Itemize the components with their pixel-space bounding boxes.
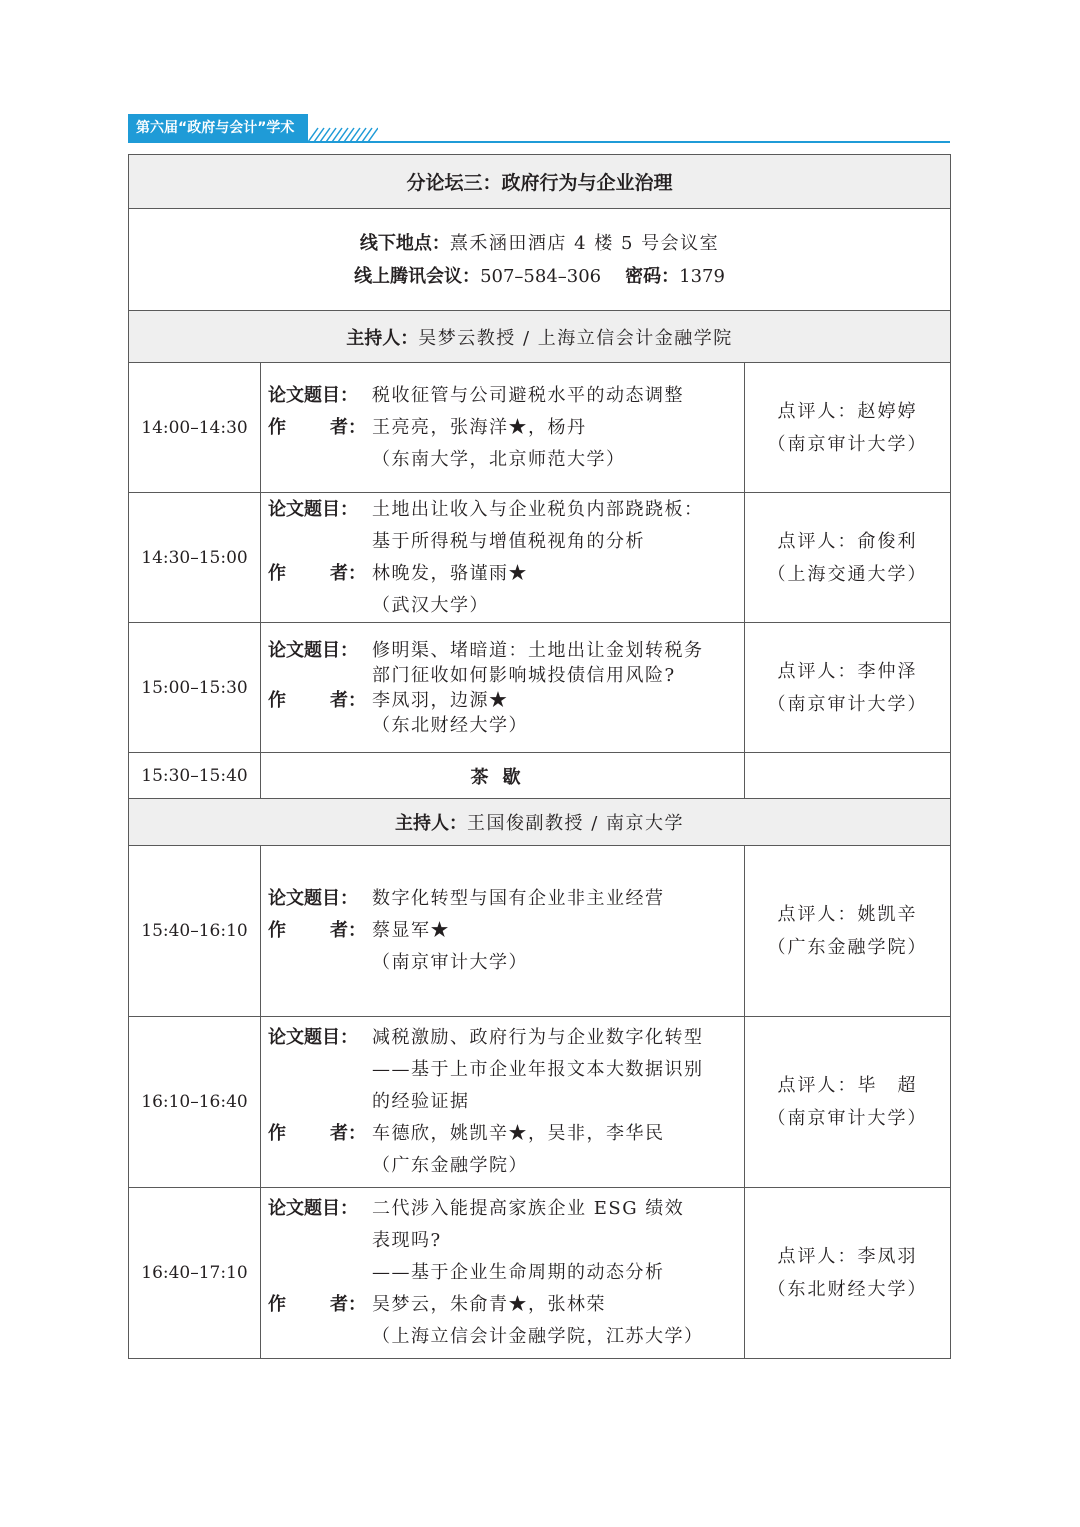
- paper-cell: [261, 493, 745, 623]
- discussant-label: 点评人：: [777, 530, 858, 552]
- forum-header-label: 第六届“政府与会计”学术: [128, 114, 308, 142]
- table-row: [129, 1188, 951, 1359]
- paper-cell: [261, 846, 745, 1017]
- forum-title-row: [129, 155, 951, 209]
- paper-authors: 车德欣，姚凯辛★，吴非，李华民: [372, 1123, 665, 1144]
- discussant-cell: [745, 1017, 951, 1188]
- paper-title: 税收征管与公司避税水平的动态调整: [372, 384, 684, 406]
- paper-title: 土地出让收入与企业税负内部跷跷板：: [372, 498, 704, 520]
- break-empty-cell: [745, 753, 951, 799]
- author-affiliation: （东南大学，北京师范大学）: [372, 448, 626, 470]
- online-label: 线上腾讯会议：: [354, 265, 481, 287]
- discussant-affiliation: （南京审计大学）: [767, 433, 928, 455]
- host-label: 主持人：: [346, 327, 419, 349]
- time-slot: 15:40–16:10: [129, 846, 261, 1017]
- author-label: 作 者：: [268, 1123, 366, 1144]
- paper-authors: 李凤羽，边源★: [372, 689, 509, 711]
- discussant-affiliation: （上海交通大学）: [767, 563, 928, 585]
- time-slot: 16:10–16:40: [129, 1017, 261, 1188]
- host-row-1: [129, 311, 951, 363]
- table-row: [129, 623, 951, 753]
- paper-title-line-3: ——基于企业生命周期的动态分析: [372, 1262, 665, 1283]
- break-label: 茶歇: [261, 753, 745, 799]
- author-label: 作 者：: [268, 416, 366, 438]
- table-row: [129, 846, 951, 1017]
- author-label: 作 者：: [268, 1294, 366, 1315]
- time-slot: 16:40–17:10: [129, 1188, 261, 1359]
- discussant-label: 点评人：: [777, 1075, 858, 1096]
- author-label: 作 者：: [268, 920, 366, 941]
- discussant-cell: [745, 623, 951, 753]
- paper-title-line-3: 的经验证据: [372, 1091, 470, 1112]
- table-row: [129, 363, 951, 493]
- author-label: 作 者：: [268, 562, 366, 584]
- header-stripe-decoration: [308, 114, 378, 142]
- discussant-name: 俞俊利: [857, 530, 918, 552]
- offline-venue-line: [129, 227, 950, 260]
- author-affiliation: （广东金融学院）: [372, 1155, 528, 1176]
- paper-cell: [261, 623, 745, 753]
- discussant-cell: [745, 1188, 951, 1359]
- discussant-cell: [745, 493, 951, 623]
- paper-authors: 王亮亮，张海洋★，杨丹: [372, 416, 587, 438]
- host-value: 王国俊副教授 / 南京大学: [467, 813, 685, 834]
- paper-title-line-2: ——基于上市企业年报文本大数据识别: [372, 1059, 704, 1080]
- venue-cell: [129, 209, 951, 311]
- paper-label: 论文题目：: [268, 1027, 358, 1048]
- paper-title-line-2: 表现吗?: [372, 1230, 442, 1251]
- paper-authors: 蔡显军★: [372, 920, 450, 941]
- host-value: 吴梦云教授 / 上海立信会计金融学院: [418, 327, 733, 349]
- header-rule: [128, 141, 950, 143]
- paper-label: 论文题目：: [268, 639, 358, 661]
- online-meeting-line: [129, 260, 950, 293]
- paper-title: 修明渠、堵暗道：土地出让金划转税务: [372, 639, 704, 661]
- discussant-name: 李仲泽: [857, 660, 918, 682]
- author-affiliation: （武汉大学）: [372, 594, 489, 616]
- paper-label: 论文题目：: [268, 1198, 358, 1219]
- offline-label: 线下地点：: [359, 232, 450, 254]
- schedule-table: [128, 154, 951, 1359]
- discussant-label: 点评人：: [777, 660, 858, 682]
- paper-label: 论文题目：: [268, 384, 358, 406]
- paper-cell: [261, 1188, 745, 1359]
- paper-title: 二代涉入能提高家族企业 ESG 绩效: [372, 1198, 685, 1219]
- discussant-label: 点评人：: [777, 400, 858, 422]
- host-cell-1: [129, 311, 951, 363]
- host-cell-2: [129, 799, 951, 846]
- forum-title: 分论坛三：政府行为与企业治理: [129, 155, 951, 209]
- meeting-id: 507–584–306: [480, 265, 602, 287]
- discussant-name: 赵婷婷: [857, 400, 918, 422]
- paper-authors: 吴梦云，朱俞青★，张林荣: [372, 1294, 606, 1315]
- discussant-name: 毕 超: [857, 1075, 918, 1096]
- discussant-name: 姚凯辛: [857, 904, 918, 925]
- discussant-affiliation: （广东金融学院）: [767, 937, 928, 958]
- time-slot: 15:00–15:30: [129, 623, 261, 753]
- password-value: 1379: [679, 265, 725, 287]
- author-affiliation: （南京审计大学）: [372, 952, 528, 973]
- host-row-2: [129, 799, 951, 846]
- discussant-label: 点评人：: [777, 904, 858, 925]
- offline-value: 熹禾涵田酒店 4 楼 5 号会议室: [449, 232, 720, 254]
- paper-cell: [261, 1017, 745, 1188]
- table-row: [129, 1017, 951, 1188]
- password-label: 密码：: [625, 265, 680, 287]
- author-affiliation: （上海立信会计金融学院，江苏大学）: [372, 1326, 704, 1347]
- discussant-name: 李凤羽: [857, 1246, 918, 1267]
- discussant-cell: [745, 363, 951, 493]
- paper-label: 论文题目：: [268, 498, 358, 520]
- host-label: 主持人：: [395, 813, 467, 834]
- paper-title: 数字化转型与国有企业非主业经营: [372, 888, 665, 909]
- time-slot: 14:30–15:00: [129, 493, 261, 623]
- time-slot: 14:00–14:30: [129, 363, 261, 493]
- paper-title-line-2: 基于所得税与增值税视角的分析: [372, 530, 645, 552]
- paper-title-line-2: 部门征收如何影响城投债信用风险?: [372, 664, 676, 686]
- discussant-cell: [745, 846, 951, 1017]
- paper-cell: [261, 363, 745, 493]
- paper-title: 减税激励、政府行为与企业数字化转型: [372, 1027, 704, 1048]
- discussant-affiliation: （东北财经大学）: [767, 1279, 928, 1300]
- discussant-label: 点评人：: [777, 1246, 858, 1267]
- author-label: 作 者：: [268, 689, 366, 711]
- venue-row: [129, 209, 951, 311]
- author-affiliation: （东北财经大学）: [372, 714, 528, 736]
- break-time: 15:30–15:40: [129, 753, 261, 799]
- paper-authors: 林晚发，骆谨雨★: [372, 562, 528, 584]
- break-row: [129, 753, 951, 799]
- discussant-affiliation: （南京审计大学）: [767, 693, 928, 715]
- table-row: [129, 493, 951, 623]
- paper-label: 论文题目：: [268, 888, 358, 909]
- discussant-affiliation: （南京审计大学）: [767, 1108, 928, 1129]
